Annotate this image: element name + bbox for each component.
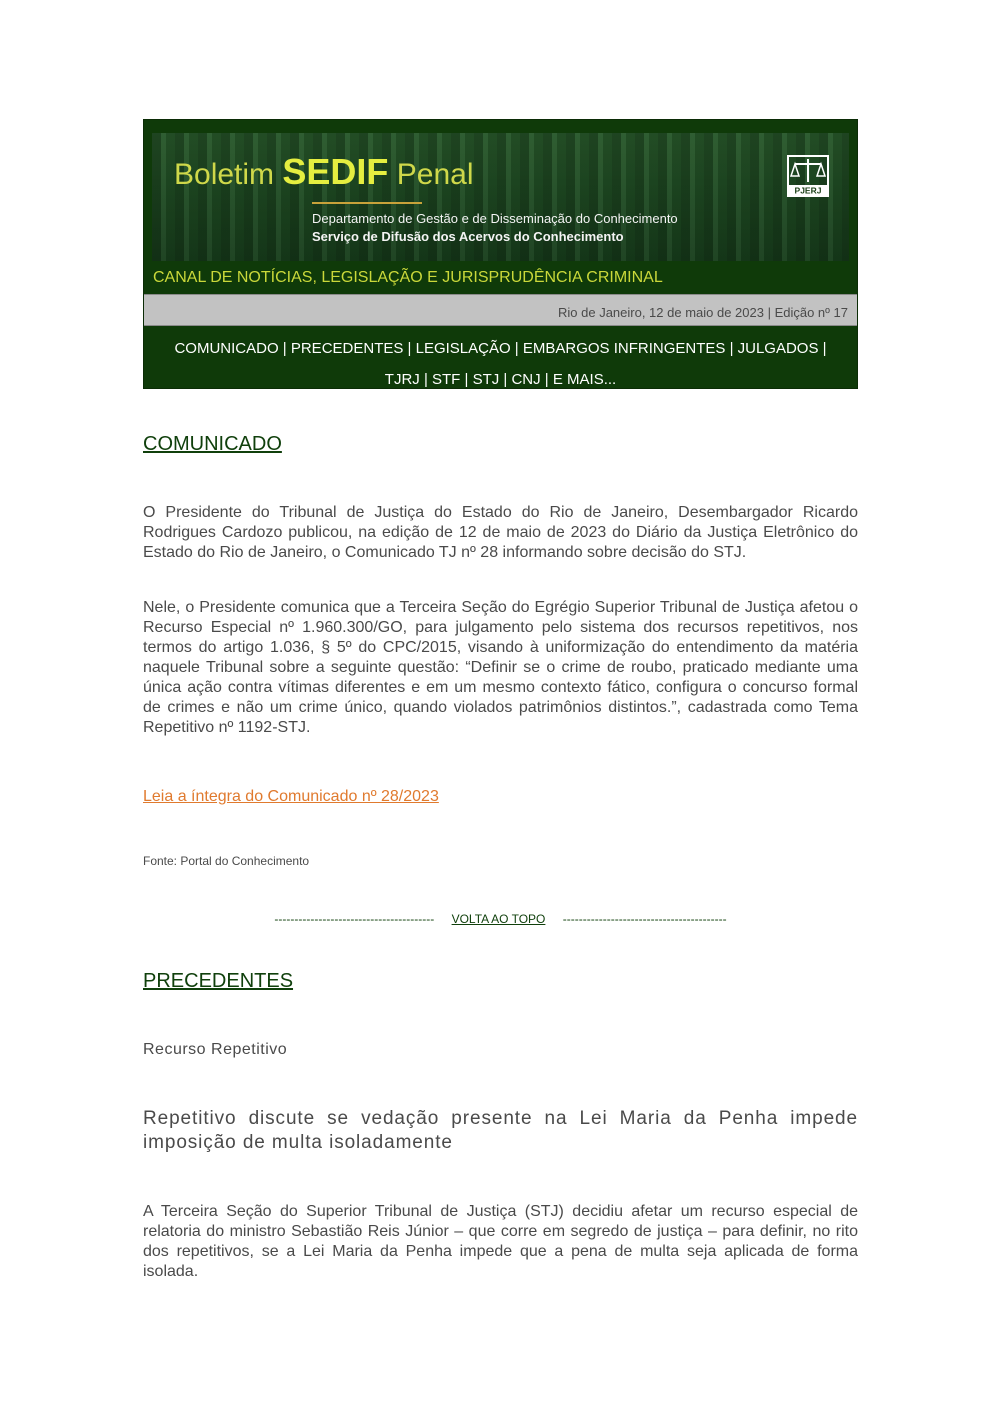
department-name: Departamento de Gestão e de Disseminação do Conhecimento (312, 211, 678, 226)
service-name: Serviço de Difusão dos Acervos do Conhecimento (312, 229, 624, 244)
comunicado-paragraph-1: O Presidente do Tribunal de Justiça do Estado do Rio de Janeiro, Desembargador Ricardo Rodrigues Cardozo publicou, na edição de 12 de maio de 2023 do Diário da Justiça Eletrônico do Estado do Rio de Janeiro, o Comunicado TJ nº 28 informando sobre decisão do STJ. (143, 504, 858, 561)
date-edition: Rio de Janeiro, 12 de maio de 2023 | Edição nº 17 (144, 294, 857, 326)
nav-line-1[interactable]: COMUNICADO | PRECEDENTES | LEGISLAÇÃO | EMBARGOS INFRINGENTES | JULGADOS | (174, 340, 827, 357)
precedentes-subheading: Recurso Repetitivo (143, 1041, 288, 1058)
banner-title-penal: Penal (396, 158, 474, 191)
back-to-top-link[interactable]: VOLTA AO TOPO (451, 912, 546, 926)
back-to-top-dashes-right: ----------------------------------------- (562, 912, 727, 926)
nav-line-2[interactable]: TJRJ | STF | STJ | CNJ | E MAIS... (384, 371, 617, 388)
comunicado-paragraph-2: Nele, o Presidente comunica que a Terceira Seção do Egrégio Superior Tribunal de Justiça afetou o Recurso Especial nº 1.960.300/GO, para julgamento pelo sistema dos recursos repetitivos, nos termos do artigo 1.036, § 5º do CPC/2015, visando à uniformização do entendimento da matéria naquele Tribunal sobre a seguinte questão: “Definir se o crime de roubo, praticado mediante uma única ação contra vítimas diferentes e em um mesmo contexto fático, configura o concurso formal de crimes e não um crime único, quando violados patrimônios distintos.”, cadastrada como Tema Repetitivo nº 1192-STJ. (143, 599, 858, 736)
channel-title: CANAL DE NOTÍCIAS, LEGISLAÇÃO E JURISPRUDÊNCIA CRIMINAL (153, 269, 663, 286)
newsletter-page (143, 119, 858, 1280)
banner-divider (312, 202, 422, 204)
back-to-top-dashes-left: ---------------------------------------- (274, 912, 435, 926)
banner-title-sedif: SEDIF (282, 151, 389, 192)
newsletter-header (143, 119, 858, 389)
comunicado-full-text-link[interactable]: Leia a íntegra do Comunicado nº 28/2023 (143, 788, 439, 805)
precedentes-headline: Repetitivo discute se vedação presente na Lei Maria da Penha impede imposição de multa isoladamente (143, 1108, 858, 1153)
precedentes-paragraph-1: A Terceira Seção do Superior Tribunal de Justiça (STJ) decidiu afetar um recurso especial de relatoria do ministro Sebastião Reis Júnior – que corre em segredo de justiça – para definir, no rito dos repetitivos, se a Lei Maria da Penha impede que a pena de multa seja aplicada de forma isolada. (143, 1203, 858, 1280)
comunicado-source: Fonte: Portal do Conhecimento (143, 854, 310, 868)
back-to-top (143, 912, 858, 926)
section-nav (144, 326, 857, 388)
logo-text: PJERJ (794, 185, 822, 196)
banner-title-boletim: Boletim (174, 158, 275, 191)
pjerj-scales-logo-icon (787, 155, 829, 197)
banner (152, 133, 849, 261)
section-title-precedentes[interactable]: PRECEDENTES (143, 970, 294, 992)
section-title-comunicado[interactable]: COMUNICADO (143, 433, 282, 455)
banner-title (174, 151, 473, 193)
